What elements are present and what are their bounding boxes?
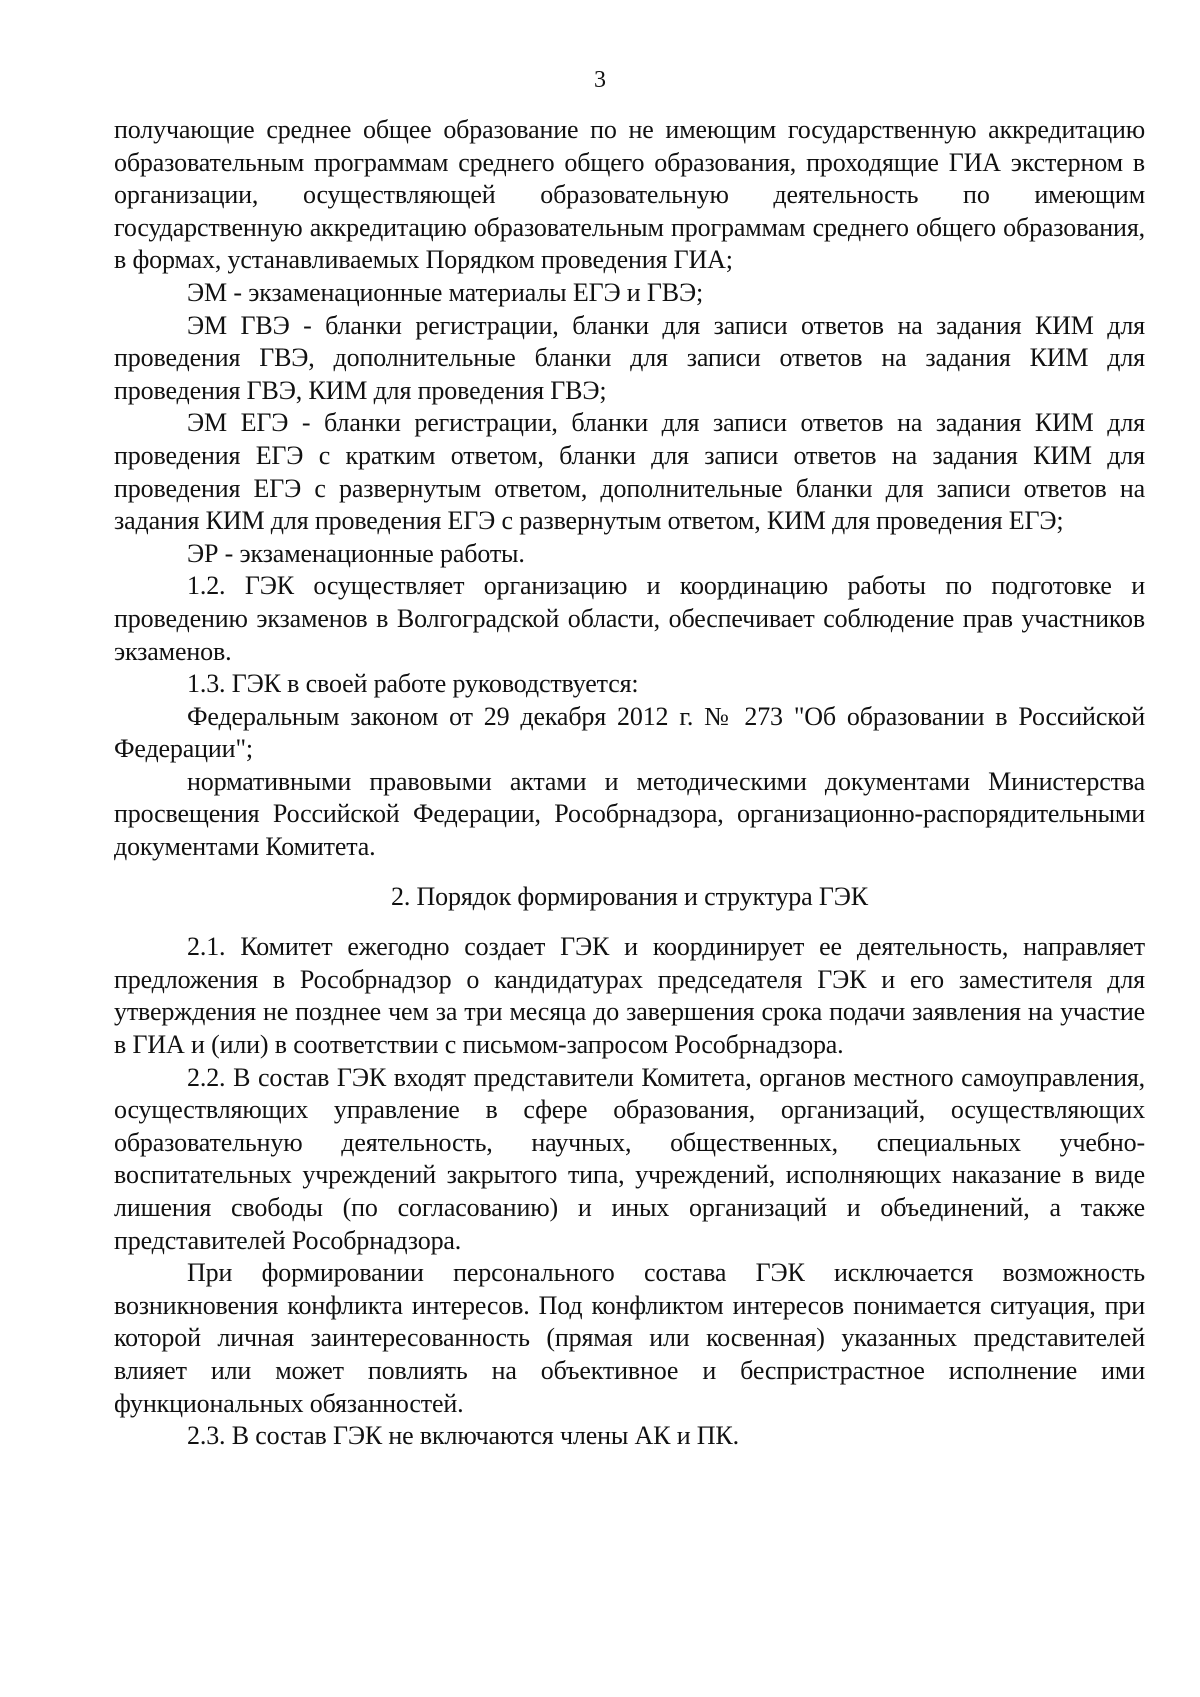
section-heading: 2. Порядок формирования и структура ГЭК [390,881,868,911]
paragraph: 2.1. Комитет ежегодно создает ГЭК и координирует ее деятельность, направляет предложения в Рособрнадзор о кандидатурах председателя ГЭК и его заместителя для утверждения не позднее чем за три месяца до завершения срока подачи заявления на участие в ГИА и (или) в соответствии с письмом-запросом Рособрнадзора. [114,932,1145,1060]
paragraph: 1.3. ГЭК в своей работе руководствуется: [187,669,639,699]
document-body [114,114,1145,1453]
paragraph: При формировании персонального состава ГЭК исключается возможность возникновения конфликта интересов. Под конфликтом интересов понимается ситуация, при которой личная заинтересованность (прямая или косвенная) указанных представителей влияет или может повлиять на объективное и беспристрастное исполнение ими функциональных обязанностей. [114,1258,1145,1418]
paragraph: ЭМ ЕГЭ - бланки регистрации, бланки для записи ответов на задания КИМ для проведения ЕГЭ с кратким ответом, бланки для записи ответов на задания КИМ для проведения ЕГЭ с развернутым ответом, дополнительные бланки для записи ответов на задания КИМ для проведения ЕГЭ с развернутым ответом, КИМ для проведения ЕГЭ; [114,408,1145,536]
paragraph: ЭР - экзаменационные работы. [187,538,525,568]
paragraph: получающие среднее общее образование по не имеющим государственную аккредитацию образовательным программам среднего общего образования, проходящие ГИА экстерном в организации, осуществляющей образовательную деятельность по имеющим государственную аккредитацию образовательным программам среднего общего образования, в формах, устанавливаемых Порядком проведения ГИА; [114,115,1145,275]
paragraph: нормативными правовыми актами и методическими документами Министерства просвещения Российской Федерации, Рособрнадзора, организационно-распорядительными документами Комитета. [114,766,1145,862]
paragraph: Федеральным законом от 29 декабря 2012 г. № 273 "Об образовании в Российской Федерации"; [114,701,1145,764]
paragraph: 1.2. ГЭК осуществляет организацию и координацию работы по подготовке и проведению экзаменов в Волгоградской области, обеспечивает соблюдение прав участников экзаменов. [114,571,1145,666]
paragraph: 2.3. В состав ГЭК не включаются члены АК и ПК. [187,1421,739,1451]
page-number: 3 [594,67,606,93]
paragraph: ЭМ ГВЭ - бланки регистрации, бланки для записи ответов на задания КИМ для проведения ГВЭ, дополнительные бланки для записи ответов на задания КИМ для проведения ГВЭ, КИМ для проведения ГВЭ; [114,310,1145,405]
paragraph: 2.2. В состав ГЭК входят представители Комитета, органов местного самоуправления, осуществляющих управление в сфере образования, организаций, осуществляющих образовательную деятельность, научных, общественных, специальных учебно-воспитательных учреждений закрытого типа, учреждений, исполняющих наказание в виде лишения свободы (по согласованию) и иных организаций и объединений, а также представителей Рособрнадзора. [114,1062,1145,1255]
paragraph: ЭМ - экзаменационные материалы ЕГЭ и ГВЭ; [187,277,704,307]
